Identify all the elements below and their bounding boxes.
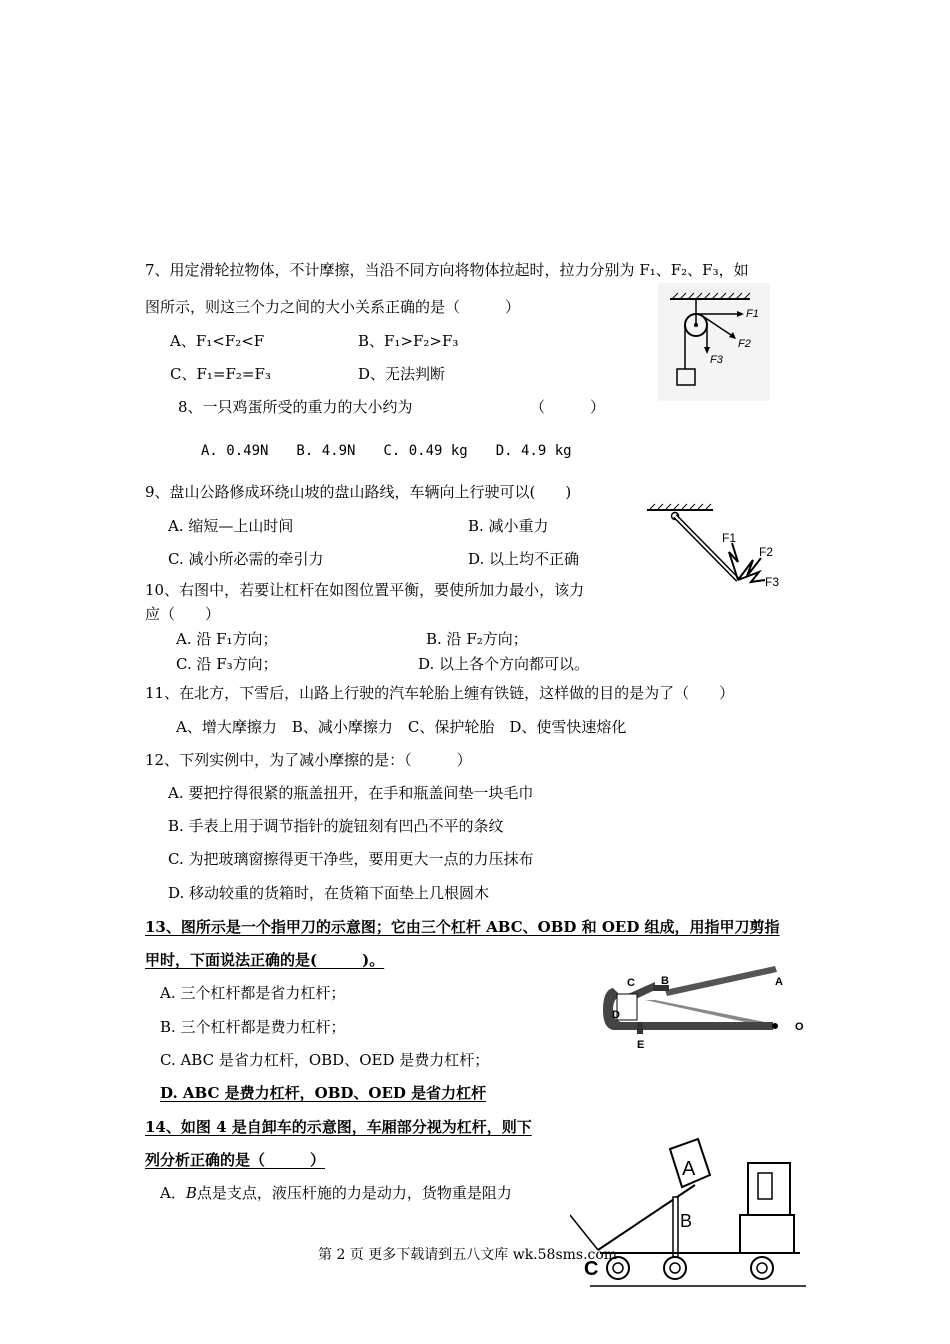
q7-option-b: B、F₁>F₂>F₃	[358, 332, 459, 350]
q9-option-a: A. 缩短—上山时间	[168, 517, 294, 535]
label-f1: F1	[746, 308, 759, 320]
q14-stem-line1: 14、如图 4 是自卸车的示意图，车厢部分视为杠杆，则下	[145, 1118, 532, 1136]
dump-truck-figure	[570, 1135, 810, 1290]
q12-option-b: B. 手表上用于调节指针的旋钮刻有凹凸不平的条纹	[168, 817, 504, 835]
clipper-pivot-o	[772, 1023, 778, 1029]
hydraulic-rod	[673, 1197, 678, 1257]
q8-bracket: （ ）	[530, 398, 606, 416]
clipper-part-d	[617, 994, 637, 1020]
q10-option-d: D. 以上各个方向都可以。	[418, 655, 590, 673]
q7-option-c: C、F₁=F₂=F₃	[170, 365, 271, 383]
label-a: A	[682, 1158, 696, 1180]
clipper-lever-abc	[665, 966, 777, 996]
pulley-figure-bg	[658, 283, 770, 401]
q13-option-b: B. 三个杠杆都是费力杠杆；	[160, 1018, 346, 1036]
q13-option-c: C. ABC 是省力杠杆，OBD、OED 是费力杠杆；	[160, 1051, 490, 1069]
q12-option-a: A. 要把拧得很紧的瓶盖扭开，在手和瓶盖间垫一块毛巾	[168, 784, 534, 802]
q13-stem-line1: 13、图所示是一个指甲刀的示意图；它由三个杠杆 ABC、OBD 和 OED 组成，用指甲刀剪指	[145, 918, 780, 936]
q14-option-a-text: 点是支点，液压杆施的力是动力，货物重是阻力	[196, 1184, 512, 1202]
label-f3: F3	[710, 354, 723, 366]
q7-option-a: A、F₁<F₂<F	[170, 332, 265, 350]
q8-stem: 8、一只鸡蛋所受的重力的大小约为	[178, 398, 413, 416]
pulley-axle	[694, 323, 698, 327]
q9-option-c: C. 减小所必需的牵引力	[168, 550, 324, 568]
label-b: B	[680, 1211, 693, 1231]
q10-option-c: C. 沿 F₃方向；	[176, 655, 278, 673]
truck-cab-body	[740, 1215, 794, 1253]
q10-option-a: A. 沿 F₁方向；	[176, 630, 278, 648]
q11-stem: 11、在北方，下雪后，山路上行驶的汽车轮胎上缠有铁链，这样做的目的是为了（ ）	[145, 684, 735, 702]
q10-stem-line2: 应（ ）	[145, 605, 221, 623]
page-footer: 第 2 页 更多下载请到五八文库 wk.58sms.com	[318, 1247, 618, 1263]
nail-clipper-figure	[595, 960, 815, 1055]
label-o: O	[795, 1021, 804, 1033]
wheel-middle-hub	[670, 1263, 680, 1273]
lever-figure	[643, 500, 793, 595]
lever-label-f2: F2	[759, 545, 774, 559]
q7-option-d: D、无法判断	[358, 365, 446, 383]
q9-option-b: B. 减小重力	[468, 517, 549, 535]
q11-options: A、增大摩擦力 B、减小摩擦力 C、保护轮胎 D、使雪快速熔化	[176, 718, 627, 736]
q12-stem: 12、下列实例中，为了减小摩擦的是：（ ）	[145, 751, 472, 769]
label-e: E	[637, 1039, 645, 1051]
q13-option-a: A. 三个杠杆都是省力杠杆；	[160, 984, 346, 1002]
label-b: B	[661, 975, 669, 987]
lever-label-f3: F3	[765, 575, 780, 589]
q13-stem-line2: 甲时，下面说法正确的是( )。	[145, 951, 385, 969]
label-f2: F2	[738, 338, 751, 350]
q9-stem: 9、盘山公路修成环绕山坡的盘山路线，车辆向上行驶可以( )	[145, 483, 572, 501]
truck-cab-window	[758, 1173, 772, 1199]
label-c: C	[584, 1258, 599, 1280]
q9-option-d: D. 以上均不正确	[468, 550, 580, 568]
label-a: A	[775, 976, 783, 988]
q12-option-c: C. 为把玻璃窗擦得更干净些，要用更大一点的力压抹布	[168, 850, 534, 868]
label-c: C	[627, 977, 635, 989]
force-f2-arrow	[738, 558, 761, 580]
lever-label-f1: F1	[722, 531, 737, 545]
q7-stem-line2: 图所示，则这三个力之间的大小关系正确的是（ ）	[145, 298, 521, 316]
q12-option-d: D. 移动较重的货箱时，在货箱下面垫上几根圆木	[168, 884, 490, 902]
q14-option-a-point: B	[185, 1184, 197, 1202]
q14-stem-line2: 列分析正确的是（ ）	[145, 1151, 326, 1169]
lever-bar-inner	[675, 516, 738, 580]
label-d: D	[612, 1009, 620, 1021]
q7-stem-line1: 7、用定滑轮拉物体，不计摩擦，当沿不同方向将物体拉起时，拉力分别为 F₁、F₂、F₃，如	[145, 261, 749, 279]
q14-option-a: A．B点是支点，液压杆施的力是动力，货物重是阻力	[160, 1184, 512, 1202]
clipper-support-e	[637, 1022, 643, 1034]
q8-options: A. 0.49N B. 4.9N C. 0.49 kg D. 4.9 kg	[201, 443, 572, 459]
q10-stem-line1: 10、右图中，若要让杠杆在如图位置平衡，要使所加力最小，该力	[145, 581, 585, 599]
pulley-figure	[658, 283, 770, 401]
q10-option-b: B. 沿 F₂方向；	[426, 630, 528, 648]
q13-option-d: D. ABC 是费力杠杆，OBD、OED 是省力杠杆	[160, 1084, 487, 1102]
wheel-front-hub	[757, 1263, 767, 1273]
clipper-blade	[645, 1000, 765, 1022]
